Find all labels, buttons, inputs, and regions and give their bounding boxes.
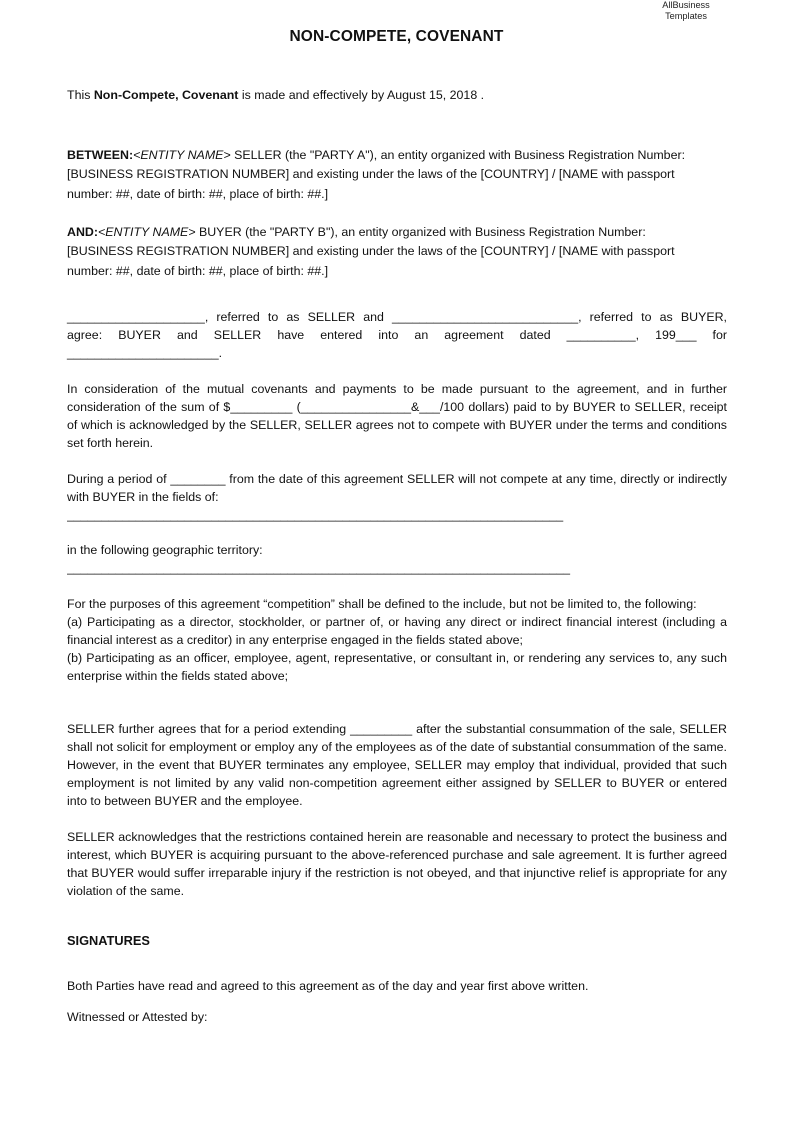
period-paragraph: [67, 470, 727, 524]
document-title: NON-COMPETE, COVENANT: [289, 28, 504, 45]
logo-line-2: Templates: [665, 11, 707, 21]
brand-logo: [640, 0, 732, 22]
intro-bold-title: Non-Compete, Covenant: [93, 88, 239, 102]
and-entity: <ENTITY NAME>: [97, 225, 196, 239]
between-line1: SELLER (the "PARTY A"), an entity organized with Business Registration Number:: [230, 148, 686, 162]
territory-blank: _________________________________________________________________________: [67, 561, 571, 575]
consideration-paragraph: In consideration of the mutual covenants and payments to be made pursuant to the agreement, and in further consideration of the sum of $_________ (________________&___/100 dollars) paid to by BUYER to SELLER, receipt of which is acknowledged by the SELLER, SELLER agrees not to compete with BUYER under the terms and conditions set forth herein.: [67, 382, 727, 450]
witness-label: Witnessed or Attested by:: [67, 1010, 208, 1024]
logo-line-1: AllBusiness: [662, 0, 710, 10]
signatures-heading: SIGNATURES: [67, 933, 150, 948]
between-entity: <ENTITY NAME>: [133, 148, 231, 162]
between-paragraph: [67, 146, 727, 204]
parties-line1: ____________________, referred to as SELLER and ___________________________, referred to as BUYER,: [67, 310, 727, 324]
competition-paragraph: [67, 595, 727, 685]
parties-paragraph: [67, 308, 727, 362]
competition-intro: For the purposes of this agreement “competition” shall be defined to the include, but not be limited to, the following:: [67, 597, 697, 611]
competition-item-b: (b) Participating as an officer, employee, agent, representative, or consultant in, or rendering any services to, any such enterprise within the fields stated above;: [67, 651, 727, 683]
and-line1: BUYER (the "PARTY B"), an entity organized with Business Registration Number:: [195, 225, 646, 239]
intro-prefix: This: [67, 88, 94, 102]
territory-text: in the following geographic territory:: [67, 543, 263, 557]
signatures-statement: Both Parties have read and agreed to this agreement as of the day and year first above written.: [67, 979, 589, 993]
acknowledge-paragraph: SELLER acknowledges that the restrictions contained herein are reasonable and necessary to protect the business and interest, which BUYER is acquiring pursuant to the above-referenced purchase and sale agreement. It is further agreed that BUYER would suffer irreparable injury if the restriction is not obeyed, and that injunctive relief is appropriate for any violation of the same.: [67, 830, 727, 898]
intro-paragraph: [67, 86, 727, 104]
and-label: AND:: [67, 225, 98, 239]
between-line2: [BUSINESS REGISTRATION NUMBER] and existing under the laws of the [COUNTRY] / [NAME with passport: [67, 167, 675, 182]
between-label: BETWEEN:: [67, 148, 134, 162]
fields-blank: ________________________________________________________________________: [67, 508, 564, 522]
and-paragraph: [67, 223, 727, 281]
intro-suffix: is made and effectively by August 15, 2018 .: [238, 88, 485, 102]
between-line3: number: ##, date of birth: ##, place of birth: ##.]: [67, 186, 329, 201]
solicit-paragraph: SELLER further agrees that for a period extending _________ after the substantial consummation of the sale, SELLER shall not solicit for employment or employ any of the employees as of the date of substantial consummation of the same. However, in the event that BUYER terminates any employee, SELLER may employ that individual, provided that such employment is not limited by any valid non-competition agreement either assigned by SELLER to BUYER or entered into to between BUYER and the employee.: [67, 722, 727, 808]
territory-paragraph: [67, 541, 727, 577]
and-line3: number: ##, date of birth: ##, place of birth: ##.]: [67, 263, 329, 278]
competition-item-a: (a) Participating as a director, stockholder, or partner of, or having any direct or indirect financial interest (including a financial interest as a creditor) in any enterprise engaged in the fields stated above;: [67, 615, 727, 647]
period-text: During a period of ________ from the date of this agreement SELLER will not compete at any time, directly or indirectly with BUYER in the fields of:: [67, 472, 727, 504]
parties-line2: agree: BUYER and SELLER have entered into an agreement dated __________, 199___ for: [67, 328, 727, 342]
parties-line3: ______________________.: [67, 346, 223, 360]
and-line2: [BUSINESS REGISTRATION NUMBER] and existing under the laws of the [COUNTRY] / [NAME with passport: [67, 244, 675, 259]
